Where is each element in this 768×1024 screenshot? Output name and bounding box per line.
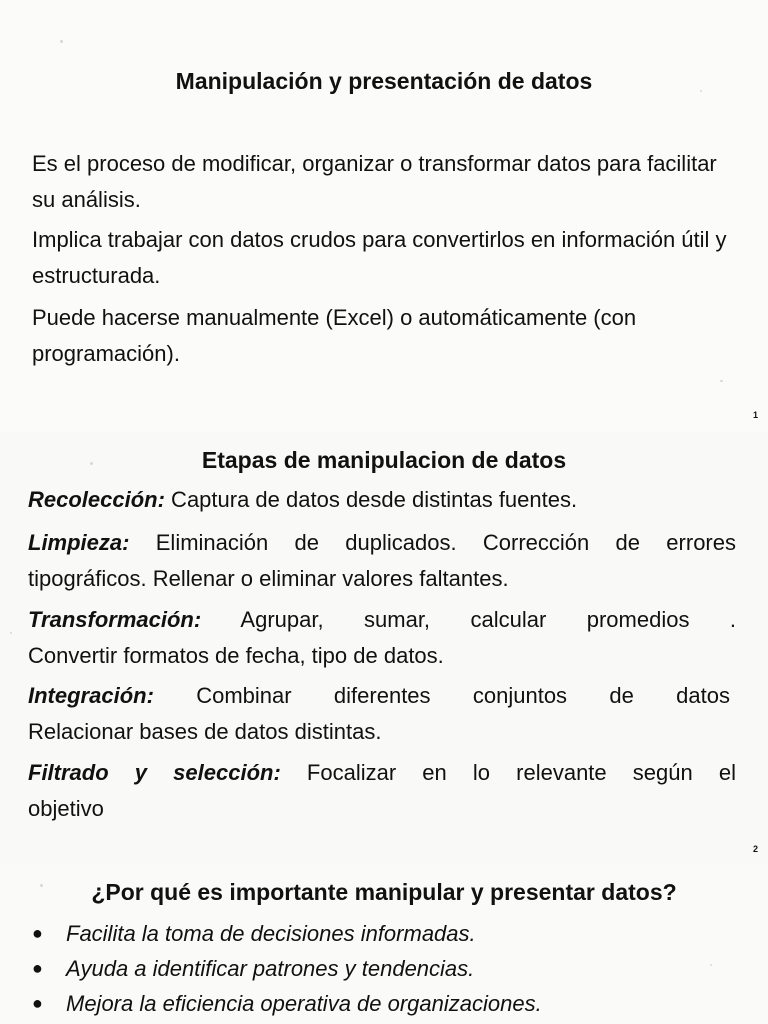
list-item — [28, 986, 748, 1021]
stage-term: Limpieza: — [28, 530, 130, 555]
stage-text-continuation: Convertir formatos de fecha, tipo de datos. — [28, 643, 444, 668]
noise-speck — [10, 632, 12, 634]
stage-text: Focalizar en lo relevante según el — [280, 760, 736, 785]
slide-1-paragraph: Puede hacerse manualmente (Excel) o automáticamente (con programación). — [32, 305, 637, 366]
stage-term: Filtrado y selección: — [28, 760, 281, 785]
stage-term: Integración: — [28, 683, 154, 708]
stage-line — [28, 678, 730, 714]
noise-speck — [60, 40, 63, 43]
noise-speck — [720, 380, 723, 382]
stage-line — [28, 602, 736, 638]
slide-1 — [0, 0, 768, 432]
bullet-icon: ● — [32, 958, 43, 978]
list-item-text: Mejora la eficiencia operativa de organizaciones. — [66, 991, 542, 1016]
stage-text-continuation: Relacionar bases de datos distintas. — [28, 719, 382, 744]
stage-line — [28, 755, 736, 791]
list-item-text: Ayuda a identificar patrones y tendencias. — [66, 956, 475, 981]
stage-item — [28, 482, 736, 518]
slide-3-title: ¿Por qué es importante manipular y presentar datos? — [91, 879, 677, 905]
list-item — [28, 951, 748, 986]
slide-2 — [0, 432, 768, 864]
stage-item — [28, 602, 736, 674]
bullet-icon: ● — [32, 993, 43, 1013]
slide-2-title: Etapas de manipulacion de datos — [201, 447, 567, 473]
stage-text: Agrupar, sumar, calcular promedios . — [201, 607, 736, 632]
stage-item — [28, 678, 730, 750]
slide-3 — [0, 864, 768, 1024]
stage-text: Combinar diferentes conjuntos de datos — [153, 683, 730, 708]
stage-text: Captura de datos desde distintas fuentes. — [164, 487, 578, 512]
slide-1-paragraph: Es el proceso de modificar, organizar o transformar datos para facilitar su análisis. — [32, 151, 717, 212]
stage-item — [28, 755, 736, 827]
list-item — [28, 916, 748, 951]
stage-line — [28, 525, 736, 561]
stage-item — [28, 525, 736, 597]
page-number: 1 — [752, 410, 758, 420]
reasons-list — [28, 916, 748, 1021]
stage-term: Transformación: — [28, 607, 202, 632]
bullet-icon: ● — [32, 923, 43, 943]
list-item-text: Facilita la toma de decisiones informadas. — [66, 921, 476, 946]
stage-text-continuation: tipográficos. Rellenar o eliminar valores faltantes. — [28, 566, 509, 591]
stage-text-continuation: objetivo — [28, 796, 104, 821]
page-number: 2 — [752, 844, 758, 854]
stage-term: Recolección: — [28, 487, 165, 512]
slide-1-title: Manipulación y presentación de datos — [175, 68, 593, 94]
slide-1-paragraph: Implica trabajar con datos crudos para convertirlos en información útil y estructurada. — [32, 227, 727, 288]
stage-text: Eliminación de duplicados. Corrección de errores — [129, 530, 736, 555]
